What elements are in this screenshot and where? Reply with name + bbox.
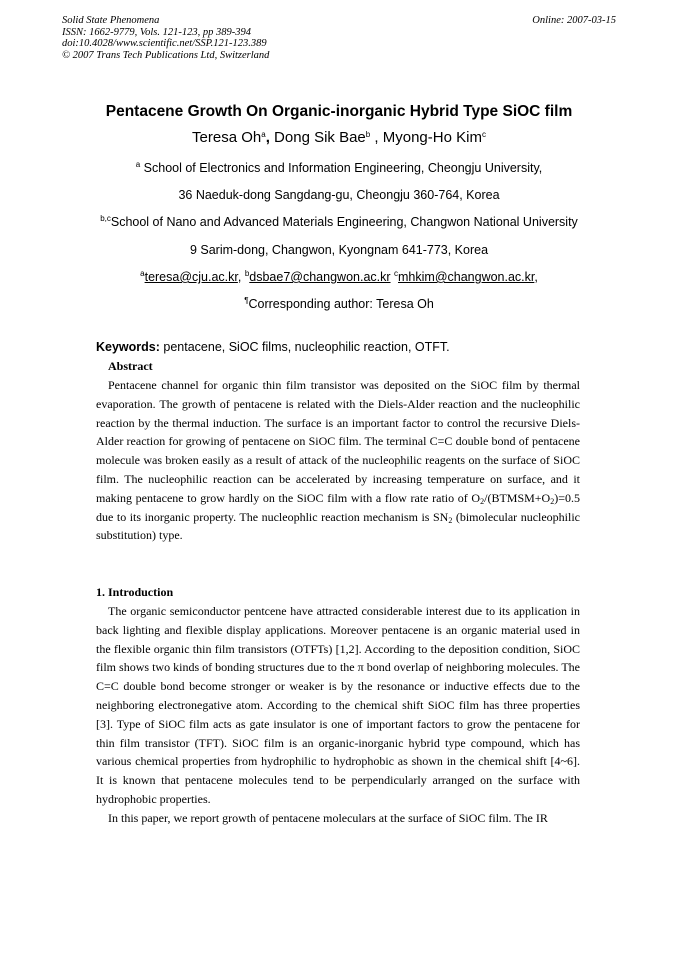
doi-line: doi:10.4028/www.scientific.net/SSP.121-123.389: [62, 38, 267, 49]
abstract-text-part: Pentacene channel for organic thin film transistor was deposited on the SiOC film by thermal evaporation. The growth of pentacene is related with the Diels-Alder reaction and the nucleophilic reaction by the thermal induction. The surface is an important factor to control the recursive Diels-Alder reaction for growing of pentacene on SiOC film. The terminal C=C double bond of pentacene molecule was broken easily as a result of attack of the nucleophilic reagents on the surface of SiOC film. The nucleophilic reaction can be accelerated by increasing temperature on surface, and it making pentacene to grow hardly on the SiOC film with a flow rate ratio of O: [96, 378, 580, 505]
email-separator: ,: [237, 270, 245, 284]
affiliation-bc-line1: [0, 215, 678, 229]
affiliation-mark: b,c: [100, 214, 111, 223]
subscript: 2: [550, 496, 555, 506]
online-date: Online: 2007-03-15: [532, 15, 616, 26]
email-link[interactable]: teresa@cju.ac.kr: [144, 270, 238, 284]
email-mark: c: [394, 269, 399, 278]
abstract-paragraph: [96, 376, 580, 545]
affiliation-text: School of Electronics and Information Engineering, Cheongju University,: [140, 161, 543, 175]
abstract-heading: Abstract: [108, 359, 153, 373]
email-link[interactable]: mhkim@changwon.ac.kr: [398, 270, 535, 284]
subscript: 2: [448, 515, 453, 525]
keywords-label: Keywords:: [96, 340, 160, 354]
author-affiliation-mark: c: [481, 130, 486, 139]
issn-line: ISSN: 1662-9779, Vols. 121-123, pp 389-394: [62, 26, 251, 38]
journal-header: [62, 15, 269, 61]
author-affiliation-mark: a: [261, 130, 266, 139]
author-separator: ,: [370, 129, 383, 146]
pilcrow-mark: ¶: [244, 296, 249, 305]
introduction-paragraph-2: In this paper, we report growth of pentacene moleculars at the surface of SiOC film. The IR: [108, 810, 548, 825]
corresponding-text: Corresponding author: Teresa Oh: [248, 297, 434, 311]
affiliation-a-line1: [0, 161, 678, 175]
keywords-line: [96, 340, 450, 354]
affiliation-bc-line2: 9 Sarim-dong, Changwon, Kyongnam 641-773, Korea: [189, 243, 489, 257]
author-list: [0, 129, 678, 146]
paper-title: Pentacene Growth On Organic-inorganic Hybrid Type SiOC film: [105, 103, 573, 120]
author-affiliation-mark: b: [365, 130, 371, 139]
corresponding-author: [0, 297, 678, 311]
email-list: [0, 270, 678, 284]
affiliation-a-line2: 36 Naeduk-dong Sangdang-gu, Cheongju 360-764, Korea: [178, 188, 500, 202]
email-link[interactable]: dsbae7@changwon.ac.kr: [249, 270, 391, 284]
abstract-body: [96, 376, 580, 545]
author-name: Teresa Oh: [192, 129, 262, 146]
email-separator: ,: [534, 270, 538, 284]
introduction-heading: 1. Introduction: [96, 585, 174, 599]
email-mark: b: [244, 269, 250, 278]
keywords-text: pentacene, SiOC films, nucleophilic reaction, OTFT.: [159, 340, 450, 354]
journal-name: Solid State Phenomena: [62, 15, 160, 26]
affiliation-text: School of Nano and Advanced Materials Engineering, Changwon National University: [110, 215, 578, 229]
abstract-text-part: /(BTMSM+O: [484, 490, 551, 505]
copyright-line: © 2007 Trans Tech Publications Ltd, Switzerland: [62, 49, 270, 61]
author-separator: ,: [265, 129, 275, 146]
abstract-text-part: (bimolecular nucleophilic substitution) type.: [96, 509, 581, 543]
introduction-paragraph-1: The organic semiconductor pentcene have attracted considerable interest due to its application in back lighting and flexible display applications. Moreover pentacene is an organic material used in the flexible organic thin film transistors (OTFTs) [1,2]. According to the deposition condition, SiOC film shows two kinds of bonding structures due to the π bond overlap of neighboring molecules. The C=C double bond become stronger or weaker is by the resonance or inductive effects due to the neighboring electronegative atom. According to the chemical shift SiOC film has three properties [3]. Type of SiOC film acts as gate insulator is one of important factors to grow the pentacene for thin film transistor (TFT). SiOC film is an organic-inorganic hybrid type compound, which has various chemical properties from hydrophilic to hydrophobic as shown in the chemical shift [4~6]. It is known that pentacene molecules tend to be perpendicularly arranged on the surface with hydrophobic properties.: [96, 604, 580, 806]
introduction-body: [96, 602, 580, 828]
author-name: Myong-Ho Kim: [382, 129, 482, 146]
author-name: Dong Sik Bae: [274, 129, 366, 146]
abstract-text-part: )=0.5 due to its inorganic property. The nucleophlic reaction mechanism is SN: [96, 490, 580, 524]
email-mark: a: [140, 269, 145, 278]
subscript: 2: [480, 496, 485, 506]
affiliation-mark: a: [135, 160, 141, 169]
